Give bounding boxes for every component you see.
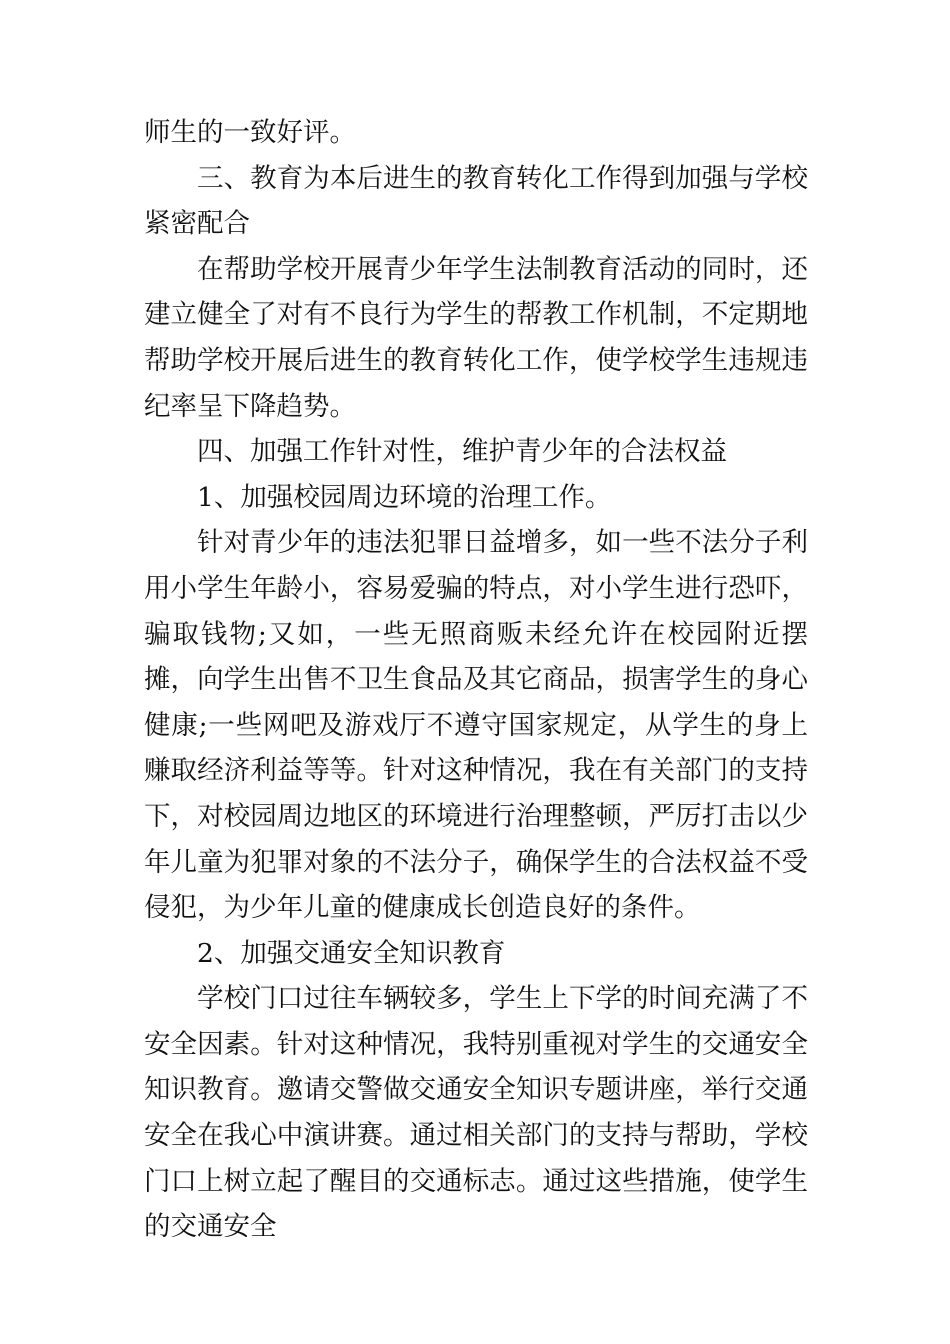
paragraph-legal-education: 在帮助学校开展青少年学生法制教育活动的同时，还建立健全了对有不良行为学生的帮教工作机制，不定期地帮助学校开展后进生的教育转化工作，使学校学生违规违纪率呈下降趋势。 [144, 253, 808, 422]
subheading-traffic-safety: 2、加强交通安全知识教育 [197, 937, 506, 969]
paragraph-continuation: 师生的一致好评。 [144, 117, 356, 148]
subheading-campus-environment: 1、加强校园周边环境的治理工作。 [197, 481, 612, 513]
paragraph-traffic-safety: 学校门口过往车辆较多，学生上下学的时间充满了不安全因素。针对这种情况，我特别重视对学生的交通安全知识教育。邀请交警做交通安全知识专题讲座，举行交通安全在我心中演讲赛。通过相关部门的支持与帮助，学校门口上树立起了醒目的交通标志。通过这些措施，使学生的交通安全 [144, 983, 808, 1243]
section-heading-four: 四、加强工作针对性，维护青少年的合法权益 [197, 436, 727, 468]
paragraph-campus-environment: 针对青少年的违法犯罪日益增多，如一些不法分子利用小学生年龄小，容易爱骗的特点，对小学生进行恐吓，骗取钱物;又如，一些无照商贩未经允许在校园附近摆摊，向学生出售不卫生食品及其它商品，损害学生的身心健康;一些网吧及游戏厅不遵守国家规定，从学生的身上赚取经济利益等等。针对这种情况，我在有关部门的支持下，对校园周边地区的环境进行治理整顿，严厉打击以少年儿童为犯罪对象的不法分子，确保学生的合法权益不受侵犯，为少年儿童的健康成长创造良好的条件。 [144, 527, 808, 924]
document-body [144, 110, 808, 1250]
section-heading-three: 三、教育为本后进生的教育转化工作得到加强与学校紧密配合 [144, 162, 808, 240]
